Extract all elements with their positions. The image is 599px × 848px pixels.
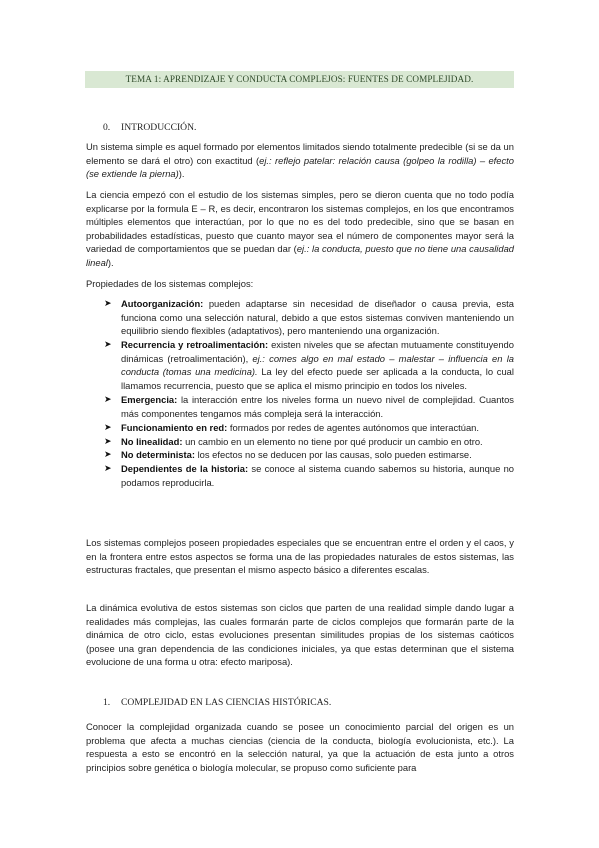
paragraph-text: Un sistema simple es aquel formado por elementos limitados siendo totalmente predecible (si se da un elemento se dará el otro) con exactitud ( — [86, 141, 514, 166]
property-text: la interacción entre los niveles forma un nuevo nivel de complejidad. Cuantos más componentes tengamos más compleja será la interacción. — [121, 393, 514, 419]
section-title: INTRODUCCIÓN. — [121, 122, 197, 133]
list-item — [104, 421, 514, 435]
document-title: TEMA 1: APRENDIZAJE Y CONDUCTA COMPLEJOS: FUENTES DE COMPLEJIDAD. — [85, 71, 514, 88]
list-item — [104, 297, 514, 338]
paragraph-sistemas-complejos — [86, 188, 514, 270]
example-text: ej.: reflejo patelar: relación causa (golpeo la rodilla) – efecto (se extiende la pierna) — [86, 154, 514, 180]
properties-list — [104, 297, 514, 490]
arrow-bullet-icon: ➤ — [104, 298, 112, 308]
arrow-bullet-icon: ➤ — [104, 393, 112, 404]
section-heading-ciencias-historicas — [103, 697, 331, 708]
paragraph-text: ). — [178, 168, 185, 180]
property-text: existen niveles que se afectan mutuamente constituyendo dinámicas (retroalimentación), — [121, 339, 514, 364]
property-term: No linealidad: — [121, 435, 183, 447]
property-text: los efectos no se deducen por las causas, solo pueden estimarse. — [194, 449, 472, 461]
paragraph-text: ). — [107, 256, 114, 268]
property-term: Recurrencia y retroalimentación: — [121, 339, 269, 351]
section-title: COMPLEJIDAD EN LAS CIENCIAS HISTÓRICAS. — [121, 697, 332, 708]
property-term: Funcionamiento en red: — [121, 421, 228, 433]
property-text: se conoce al sistema cuando sabemos su historia, aunque no podamos reproducirla. — [121, 463, 515, 489]
property-term: Emergencia: — [121, 393, 178, 405]
list-item — [104, 448, 514, 462]
paragraph-sistema-simple — [86, 140, 514, 181]
arrow-bullet-icon: ➤ — [104, 463, 112, 474]
paragraph-text: La ciencia empezó con el estudio de los sistemas simples, pero se dieron cuenta que no todo podía explicarse por la formula E – R, es decir, encontraron los sistemas complejos, en los que encontramos múltiples elementos que interactúan, por lo que no es del todo predecible, sino que se basan en probabilidades estadísticas, puesto que cuanto mayor sea el número de componentes mayor será la variedad de comportamientos que se puedan dar ( — [86, 189, 514, 255]
list-item — [104, 338, 514, 392]
arrow-bullet-icon: ➤ — [104, 421, 112, 432]
paragraph-propiedades-intro: Propiedades de los sistemas complejos: — [86, 278, 254, 289]
section-number: 1. — [103, 697, 111, 708]
list-item — [104, 393, 514, 420]
property-text: pueden adaptarse sin necesidad de diseñador o causa previa, esta funciona como una selección natural, debido a que estos sistemas conviven manteniendo un equilibrio siendo flexibles (adaptativos), pero manteniendo una organización. — [121, 298, 514, 337]
example-text: ej.: la conducta, puesto que no tiene una causalidad lineal — [86, 243, 515, 268]
list-item — [104, 462, 514, 489]
property-text: La ley del efecto puede ser aplicada a la conducta, lo cual llamamos recurrencia, puesto que se aplica el mismo principio en todos los niveles. — [121, 366, 514, 391]
property-term: Dependientes de la historia: — [121, 463, 249, 475]
paragraph-dinamica-evolutiva: La dinámica evolutiva de estos sistemas son ciclos que parten de una realidad simple dando lugar a realidades más complejas, las cuales formarán parte de ciclos complejos que formarán parte de la dinámica de otro ciclo, estas evoluciones presentan similitudes propias de los sistemas caóticos (posee una gran dependencia de las condiciones iniciales, ya que estas determinan que el sistema evolucione de una forma u otra: efecto mariposa). — [86, 602, 514, 668]
property-text: un cambio en un elemento no tiene por qué producir un cambio en otro. — [182, 435, 483, 447]
property-text: formados por redes de agentes autónomos que interactúan. — [227, 421, 479, 433]
arrow-bullet-icon: ➤ — [104, 339, 112, 350]
paragraph-complejidad-organizada: Conocer la complejidad organizada cuando se posee un conocimiento parcial del origen es un problema que afecta a muchas ciencias (ciencia de la conducta, biología evolucionista, etc.). La respuesta a esto se encontró en la selección natural, ya que la actuación de esta junto a otros principios sobre genética o biología molecular, se propuso como suficiente para — [86, 721, 514, 773]
property-term: Autoorganización: — [121, 298, 204, 309]
section-heading-introduccion — [103, 122, 196, 133]
example-text: ej.: comes algo en mal estado – malestar – influencia en la conducta (tomas una medicina). — [121, 352, 514, 378]
property-term: No determinista: — [121, 449, 195, 461]
paragraph-orden-caos: Los sistemas complejos poseen propiedades especiales que se encuentran entre el orden y el caos, y en la frontera entre estos aspectos se forma una de las propiedades naturales de estos sistemas, las estructuras fractales, que presentan el mismo aspecto básico a diferentes escalas. — [86, 537, 514, 576]
arrow-bullet-icon: ➤ — [104, 435, 112, 446]
section-number: 0. — [103, 122, 111, 133]
arrow-bullet-icon: ➤ — [104, 449, 112, 460]
list-item — [104, 435, 514, 449]
